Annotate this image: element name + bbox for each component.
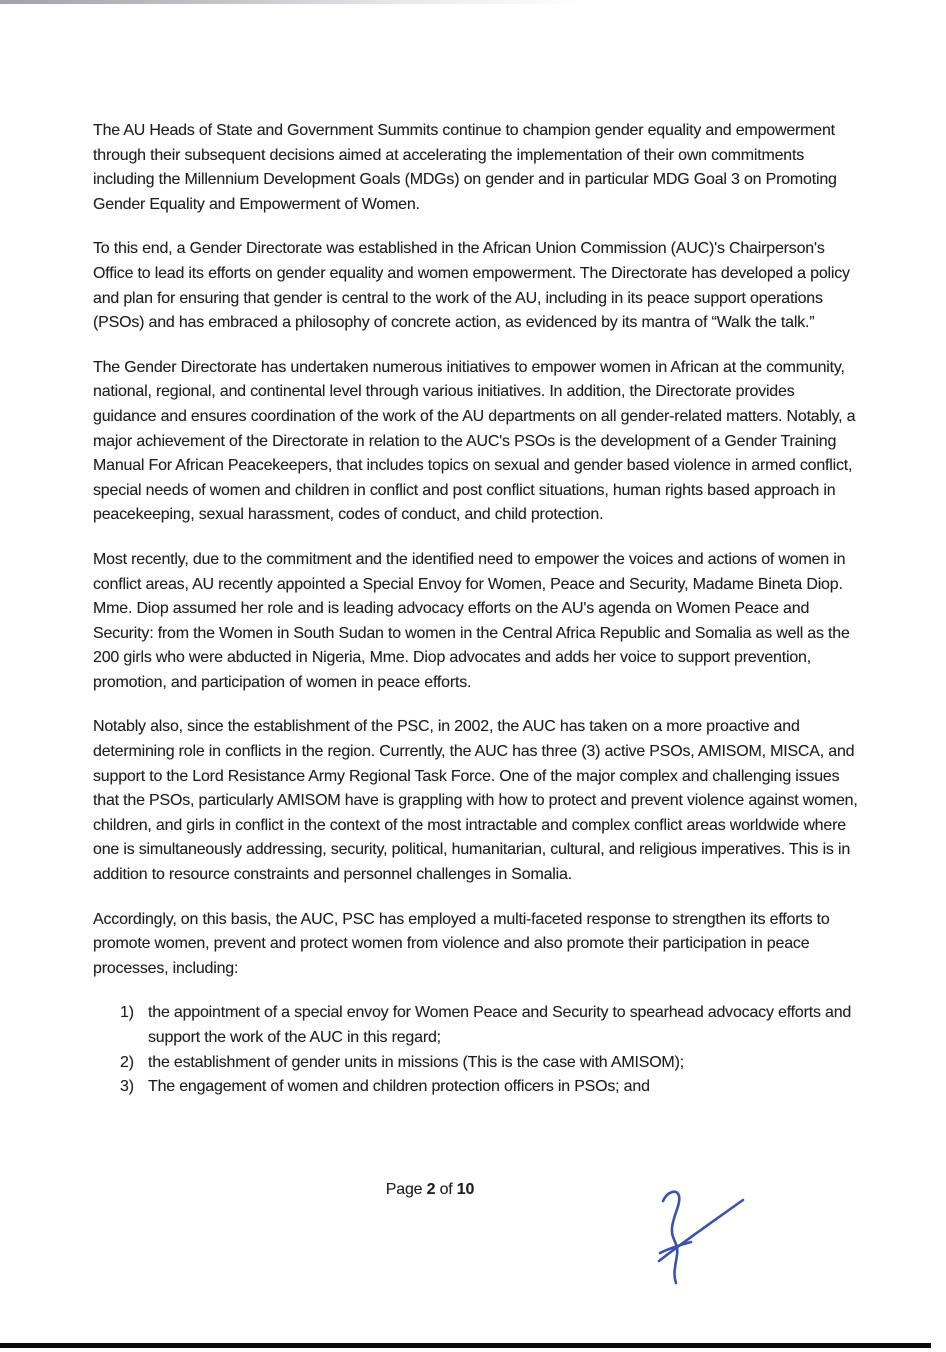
footer-of-label: of — [439, 1181, 453, 1198]
scan-artifact-bottom — [0, 1343, 931, 1348]
footer-page-total: 10 — [456, 1181, 475, 1198]
paragraph-2: To this end, a Gender Directorate was established in the African Union Commission (AUC)'s Chairperson's Office to lead its efforts on gender equality and women empowerment. The Directorate has developed a policy and plan for ensuring that gender is central to the work of the AU, including in its peace support operations (PSOs) and has embraced a philosophy of concrete action, as evidenced by its mantra of “Walk the talk.” — [93, 240, 850, 332]
footer-page-number: 2 — [426, 1181, 436, 1198]
list-item-1 — [120, 1001, 859, 1050]
paragraph-1: The AU Heads of State and Government Summits continue to champion gender equality and empowerment through their subsequent decisions aimed at accelerating the implementation of their own commitments including the Millennium Development Goals (MDGs) on gender and in particular MDG Goal 3 on Promoting Gender Equality and Empowerment of Women. — [93, 122, 837, 213]
numbered-list — [93, 1001, 859, 1099]
document-body — [93, 119, 859, 1100]
paragraph-5: Notably also, since the establishment of the PSC, in 2002, the AUC has taken on a more proactive and determining role in conflicts in the region. Currently, the AUC has three (3) active PSOs, AMISOM, MISCA, and support to the Lord Resistance Army Regional Task Force. One of the major complex and challenging issues that the PSOs, particularly AMISOM have is grappling with how to protect and prevent violence against women, children, and girls in conflict in the context of the most intractable and complex conflict areas worldwide where one is simultaneously addressing, security, political, humanitarian, cultural, and religious imperatives. This is in addition to resource constraints and personnel challenges in Somalia. — [93, 718, 858, 884]
list-item-1-text: the appointment of a special envoy for Women Peace and Security to spearhead advocacy efforts and support the work of the AUC in this regard; — [148, 1004, 852, 1046]
signature-stroke-vertical — [663, 1192, 679, 1283]
list-item-1-marker: 1) — [120, 1004, 134, 1022]
list-item-3-text: The engagement of women and children protection officers in PSOs; and — [148, 1078, 650, 1096]
list-item-3-marker: 3) — [120, 1078, 134, 1096]
list-item-3 — [120, 1075, 859, 1100]
list-item-2-text: the establishment of gender units in missions (This is the case with AMISOM); — [148, 1053, 684, 1071]
paragraph-3: The Gender Directorate has undertaken numerous initiatives to empower women in African at the community, national, regional, and continental level through various initiatives. In addition, the Directorate provides guidance and ensures coordination of the work of the AU departments on all gender-related matters. Notably, a major achievement of the Directorate in relation to the AUC's PSOs is the development of a Gender Training Manual For African Peacekeepers, that includes topics on sexual and gender based violence in armed conflict, special needs of women and children in conflict and post conflict situations, human rights based approach in peacekeeping, sexual harassment, codes of conduct, and child protection. — [93, 358, 856, 524]
signature-ink — [633, 1180, 758, 1305]
list-item-2 — [120, 1051, 859, 1076]
list-item-2-marker: 2) — [120, 1053, 134, 1071]
footer-page-label: Page — [385, 1181, 423, 1198]
scan-artifact-top — [0, 0, 585, 4]
paragraph-6: Accordingly, on this basis, the AUC, PSC has employed a multi-faceted response to strengthen its efforts to promote women, prevent and protect women from violence and also promote their participation in peace processes, including: — [93, 910, 830, 977]
paragraph-4: Most recently, due to the commitment and the identified need to empower the voices and actions of women in conflict areas, AU recently appointed a Special Envoy for Women, Peace and Security, Madame Bineta Diop. Mme. Diop assumed her role and is leading advocacy efforts on the AU's agenda on Women Peace and Security: from the Women in South Sudan to women in the Central Africa Republic and Somalia as well as the 200 girls who were abducted in Nigeria, Mme. Diop advocates and adds her voice to support prevention, promotion, and participation of women in peace efforts. — [93, 550, 850, 691]
